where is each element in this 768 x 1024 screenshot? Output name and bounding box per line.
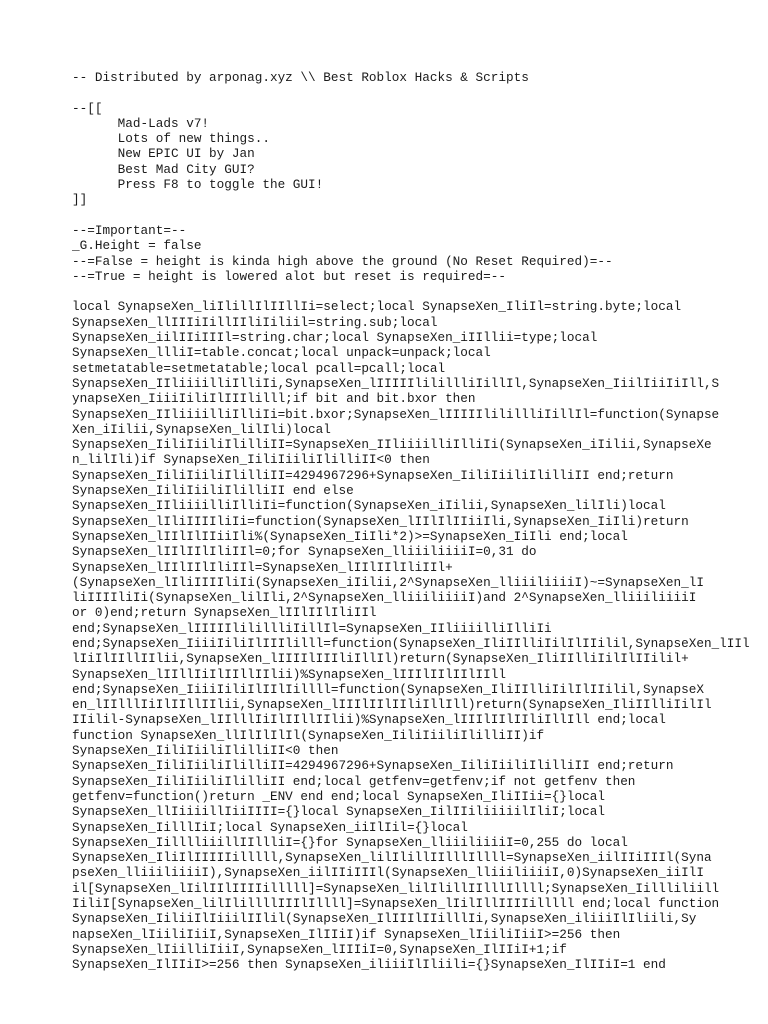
script-text — [72, 70, 750, 973]
code-line: SynapseXen_lIIlIIlIliIIl=0;for SynapseXen_lliiiliiiiI=0,31 do — [72, 544, 537, 560]
code-line: SynapseXen_llliI=table.concat;local unpack=unpack;local — [72, 345, 491, 361]
code-line: SynapseXen_IiliIiiliIlilliII<0 then — [72, 743, 339, 759]
code-line: (SynapseXen_lIliIIIIliIi(SynapseXen_iIilii,2^SynapseXen_lliiiliiiiI)~=SynapseXen_lI — [72, 574, 704, 590]
code-line: -- Distributed by arponag.xyz \\ Best Roblox Hacks & Scripts — [72, 70, 529, 85]
code-line: --[[ — [72, 100, 103, 116]
code-line: SynapseXen_lIliIIIIliIi=function(SynapseXen_lIIlIlIIiiIli,SynapseXen_IiIli)return — [72, 513, 689, 529]
code-line: end;SynapseXen_IiiiIiliIlIIIlilll=function(SynapseXen_IliIIlliIilIlIIilil,SynapseXen_lIIl — [72, 635, 750, 651]
code-line: Mad-Lads v7! — [72, 115, 210, 131]
code-line: SynapseXen_iilIIiIIIl=string.char;local SynapseXen_iIIllii=type;local — [72, 330, 598, 346]
code-line: SynapseXen_lIIlIlIIiiIli%(SynapseXen_IiIli*2)>=SynapseXen_IiIli end;local — [72, 528, 628, 544]
code-line: ynapseXen_IiiiIiliIlIIIlilll;if bit and bit.bxor then — [72, 391, 476, 407]
code-line: SynapseXen_llIiiiillIiiIIII={}local SynapseXen_IilIIiliiiiilIliI;local — [72, 804, 605, 820]
code-line: SynapseXen_IiliIiiliIlilliII=SynapseXen_IIliiiilliIlliIi(SynapseXen_iIilii,SynapseXe — [72, 437, 712, 453]
code-line: --=False = height is kinda high above the ground (No Reset Required)=-- — [72, 253, 613, 269]
code-line: SynapseXen_IiliiIlIiiilIIlil(SynapseXen_IlIIIlIIilllIi,SynapseXen_iliiiIlIliili,Sy — [72, 911, 697, 927]
code-line: end;SynapseXen_IiiiIiliIlIIlIillll=function(SynapseXen_IliIIlliIilIlIIilil,SynapseX — [72, 681, 704, 697]
code-line: SynapseXen_IIliiiilliIlliIi,SynapseXen_lIIIIIlilillliIillIl,SynapseXen_IiilIiiIiIll,S — [72, 375, 720, 391]
code-line: Xen_iIilii,SynapseXen_lilIli)local — [72, 421, 331, 437]
code-line: SynapseXen_IilllIiI;local SynapseXen_iiIlIil={}local — [72, 819, 468, 835]
code-line: setmetatable=setmetatable;local pcall=pcall;local — [72, 360, 446, 376]
code-line: SynapseXen_IliIlIIIIIilllll,SynapseXen_lilIlillIIlllIllll=SynapseXen_iilIIiIIIl(Syna — [72, 850, 712, 866]
code-line: SynapseXen_IlIIiI>=256 then SynapseXen_iliiiIlIliili={}SynapseXen_IlIIiI=1 end — [72, 957, 666, 973]
code-line: _G.Height = false — [72, 238, 202, 254]
code-line: SynapseXen_lIiilliIiiI,SynapseXen_lIIIiI=0,SynapseXen_IlIIiI+1;if — [72, 941, 567, 957]
code-line: local SynapseXen_liIlillIlIIllIi=select;local SynapseXen_IliIl=string.byte;local — [72, 299, 682, 315]
code-line: SynapseXen_IIliiiilliIlliIi=function(SynapseXen_iIilii,SynapseXen_lilIli)local — [72, 498, 666, 514]
blank-line — [72, 284, 702, 299]
code-line: lIiIlIIllIIlii,SynapseXen_lIIIIlIIIliIllIl)return(SynapseXen_IliIIlliIilIlIIilil+ — [72, 651, 689, 667]
code-line: il[SynapseXen_lIilIIlIIIIilllll]=SynapseXen_lilIlillIIlllIllll;SynapseXen_Iillliliill — [72, 880, 720, 896]
code-line: SynapseXen_IiliIiiliIlilliII=4294967296+SynapseXen_IiliIiiliIlilliII end;return — [72, 758, 674, 774]
code-line: end;SynapseXen_lIIIIIlilillliIillIl=SynapseXen_IIliiiilliIlliIi — [72, 620, 552, 636]
code-line: or 0)end;return SynapseXen_lIIlIIlIliIIl — [72, 605, 377, 621]
code-line: Press F8 to toggle the GUI! — [72, 177, 324, 193]
code-line: IiliI[SynapseXen_lilIlillllIIIlIllll]=SynapseXen_lIilIllIIIIilllll end;local function — [72, 896, 720, 912]
code-line: --=True = height is lowered alot but reset is required=-- — [72, 268, 506, 284]
code-line: liIIIIliIi(SynapseXen_lilIli,2^SynapseXen_lliiiliiiiI)and 2^SynapseXen_lliiiliiiiI — [72, 590, 697, 606]
code-line: Lots of new things.. — [72, 131, 270, 147]
code-line: SynapseXen_IilllliiillIIllliI={}for SynapseXen_lliiiliiiiI=0,255 do local — [72, 834, 628, 850]
code-line: pseXen_lliiiliiiiI),SynapseXen_iilIIiIIIl(SynapseXen_lliiiliiiiI,0)SynapseXen_iiIlI — [72, 865, 704, 881]
blank-line — [72, 208, 702, 223]
code-line: en_lIIlllIiIlIIllIIlii,SynapseXen_lIIIlIIlIIliIllIll)return(SynapseXen_IliIIlliIilIl — [72, 697, 712, 713]
code-line: SynapseXen_IIliiiilliIlliIi=bit.bxor;SynapseXen_lIIIIIlilillliIillIl=function(Synapse — [72, 406, 720, 422]
code-line: SynapseXen_llIIIiIillIIliIiliil=string.sub;local — [72, 314, 438, 330]
code-line: Best Mad City GUI? — [72, 161, 255, 177]
code-line: getfenv=function()return _ENV end end;local SynapseXen_IliIIii={}local — [72, 788, 605, 804]
code-line: ]] — [72, 192, 88, 208]
code-line: napseXen_lIiiliIiiI,SynapseXen_IlIIiI)if SynapseXen_lIiiliIiiI>=256 then — [72, 926, 621, 942]
code-line: SynapseXen_IiliIiiliIlilliII end;local getfenv=getfenv;if not getfenv then — [72, 773, 636, 789]
blank-line — [72, 85, 702, 100]
code-line: SynapseXen_IiliIiiliIlilliII end else — [72, 483, 354, 499]
code-line: SynapseXen_lIIllIiIlIIllIIlii)%SynapseXen_lIIIlIIlIIlIIll — [72, 666, 506, 682]
code-line: SynapseXen_lIIlIIlIliIIl=SynapseXen_lIIlIIlIliIIl+ — [72, 559, 453, 575]
code-line: New EPIC UI by Jan — [72, 146, 255, 162]
code-line: function SynapseXen_llIlIlIlIl(SynapseXen_IiliIiiliIlilliII)if — [72, 727, 545, 743]
code-line: --=Important=-- — [72, 222, 187, 238]
code-line: n_lilIli)if SynapseXen_IiliIiiliIlilliII<0 then — [72, 452, 430, 468]
code-line: IIilil-SynapseXen_lIIlllIiIlIIllIIlii)%SynapseXen_lIIIlIIlIIliIllIll end;local — [72, 712, 666, 728]
code-line: SynapseXen_IiliIiiliIlilliII=4294967296+SynapseXen_IiliIiiliIlilliII end;return — [72, 467, 674, 483]
